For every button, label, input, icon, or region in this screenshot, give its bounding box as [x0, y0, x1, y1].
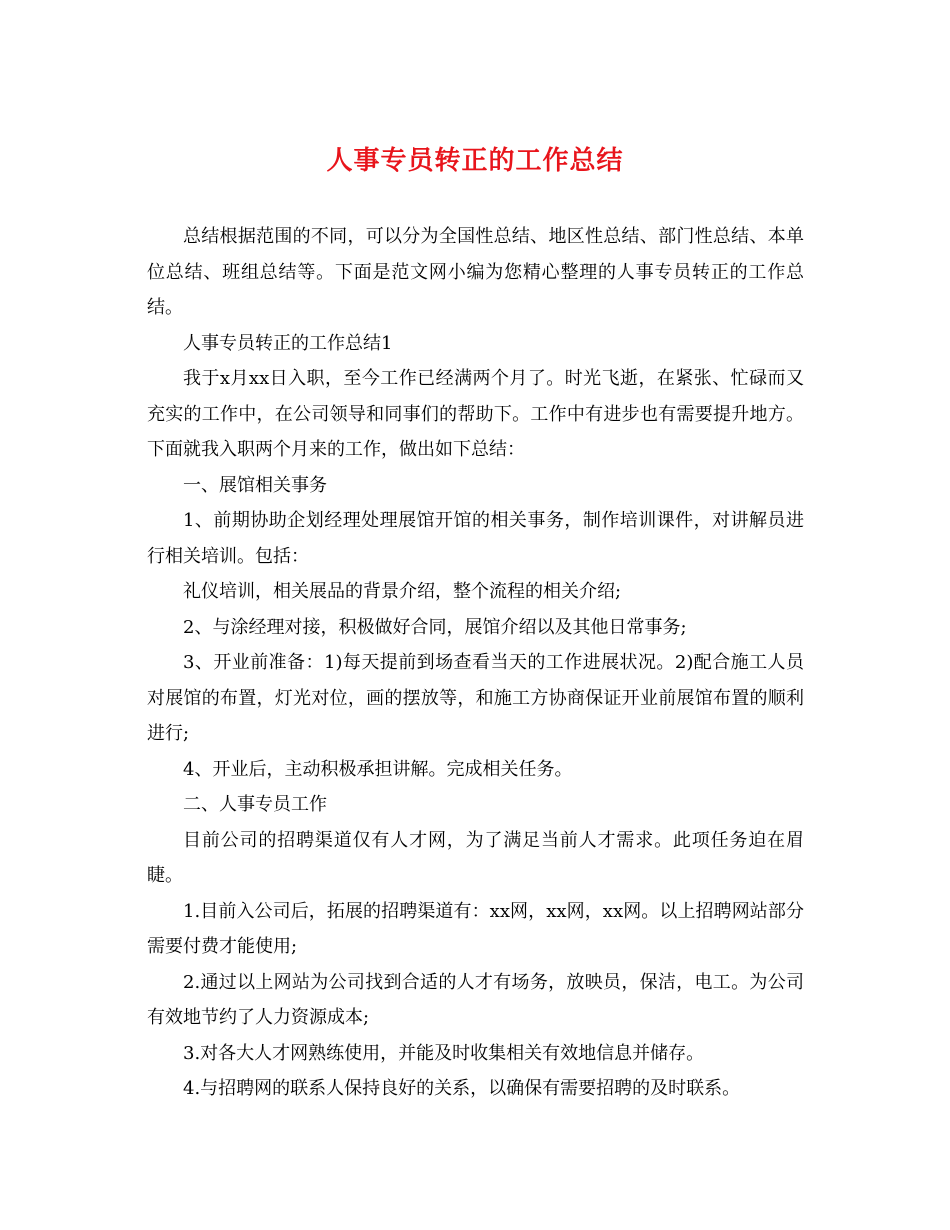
- paragraph-hr-item-4: 4.与招聘网的联系人保持良好的关系，以确保有需要招聘的及时联系。: [183, 1078, 741, 1099]
- paragraph-item-3: 3、开业前准备：1)每天提前到场查看当天的工作进展状况。2)配合施工人员对展馆的布置，灯光对位，画的摆放等，和施工方协商保证开业前展馆布置的顺利进行;: [147, 652, 804, 744]
- paragraph-hr-item-1: 1.目前入公司后，拓展的招聘渠道有：xx网，xx网，xx网。以上招聘网站部分需要付费才能使用;: [147, 900, 804, 957]
- paragraph-intro: 总结根据范围的不同，可以分为全国性总结、地区性总结、部门性总结、本单位总结、班组总结等。下面是范文网小编为您精心整理的人事专员转正的工作总结。: [147, 226, 804, 318]
- document-title: 人事专员转正的工作总结: [326, 146, 624, 176]
- paragraph-etiquette-training: 礼仪培训，相关展品的背景介绍，整个流程的相关介绍;: [183, 581, 622, 602]
- document-body: [147, 219, 804, 1107]
- section-heading-summary-1: 人事专员转正的工作总结1: [183, 332, 393, 354]
- paragraph-item-2: 2、与涂经理对接，积极做好合同，展馆介绍以及其他日常事务;: [183, 616, 687, 638]
- paragraph-hr-item-2: 2.通过以上网站为公司找到合适的人才有场务，放映员，保洁，电工。为公司有效地节约了人力资源成本;: [147, 971, 804, 1028]
- paragraph-recruitment-channels: 目前公司的招聘渠道仅有人才网，为了满足当前人才需求。此项任务迫在眉睫。: [147, 829, 804, 886]
- section-heading-hr: 二、人事专员工作: [183, 794, 327, 815]
- paragraph-item-4: 4、开业后，主动积极承担讲解。完成相关任务。: [183, 758, 573, 780]
- paragraph-hr-item-3: 3.对各大人才网熟练使用，并能及时收集相关有效地信息并储存。: [183, 1042, 705, 1064]
- section-heading-exhibition: 一、展馆相关事务: [183, 474, 327, 496]
- paragraph-item-1: 1、前期协助企划经理处理展馆开馆的相关事务，制作培训课件，对讲解员进行相关培训。包括：: [147, 510, 804, 567]
- paragraph-overview: 我于x月xx日入职，至今工作已经满两个月了。时光飞逝，在紧张、忙碌而又充实的工作中，在公司领导和同事们的帮助下。工作中有进步也有需要提升地方。下面就我入职两个月来的工作，做出如下总结：: [147, 368, 804, 460]
